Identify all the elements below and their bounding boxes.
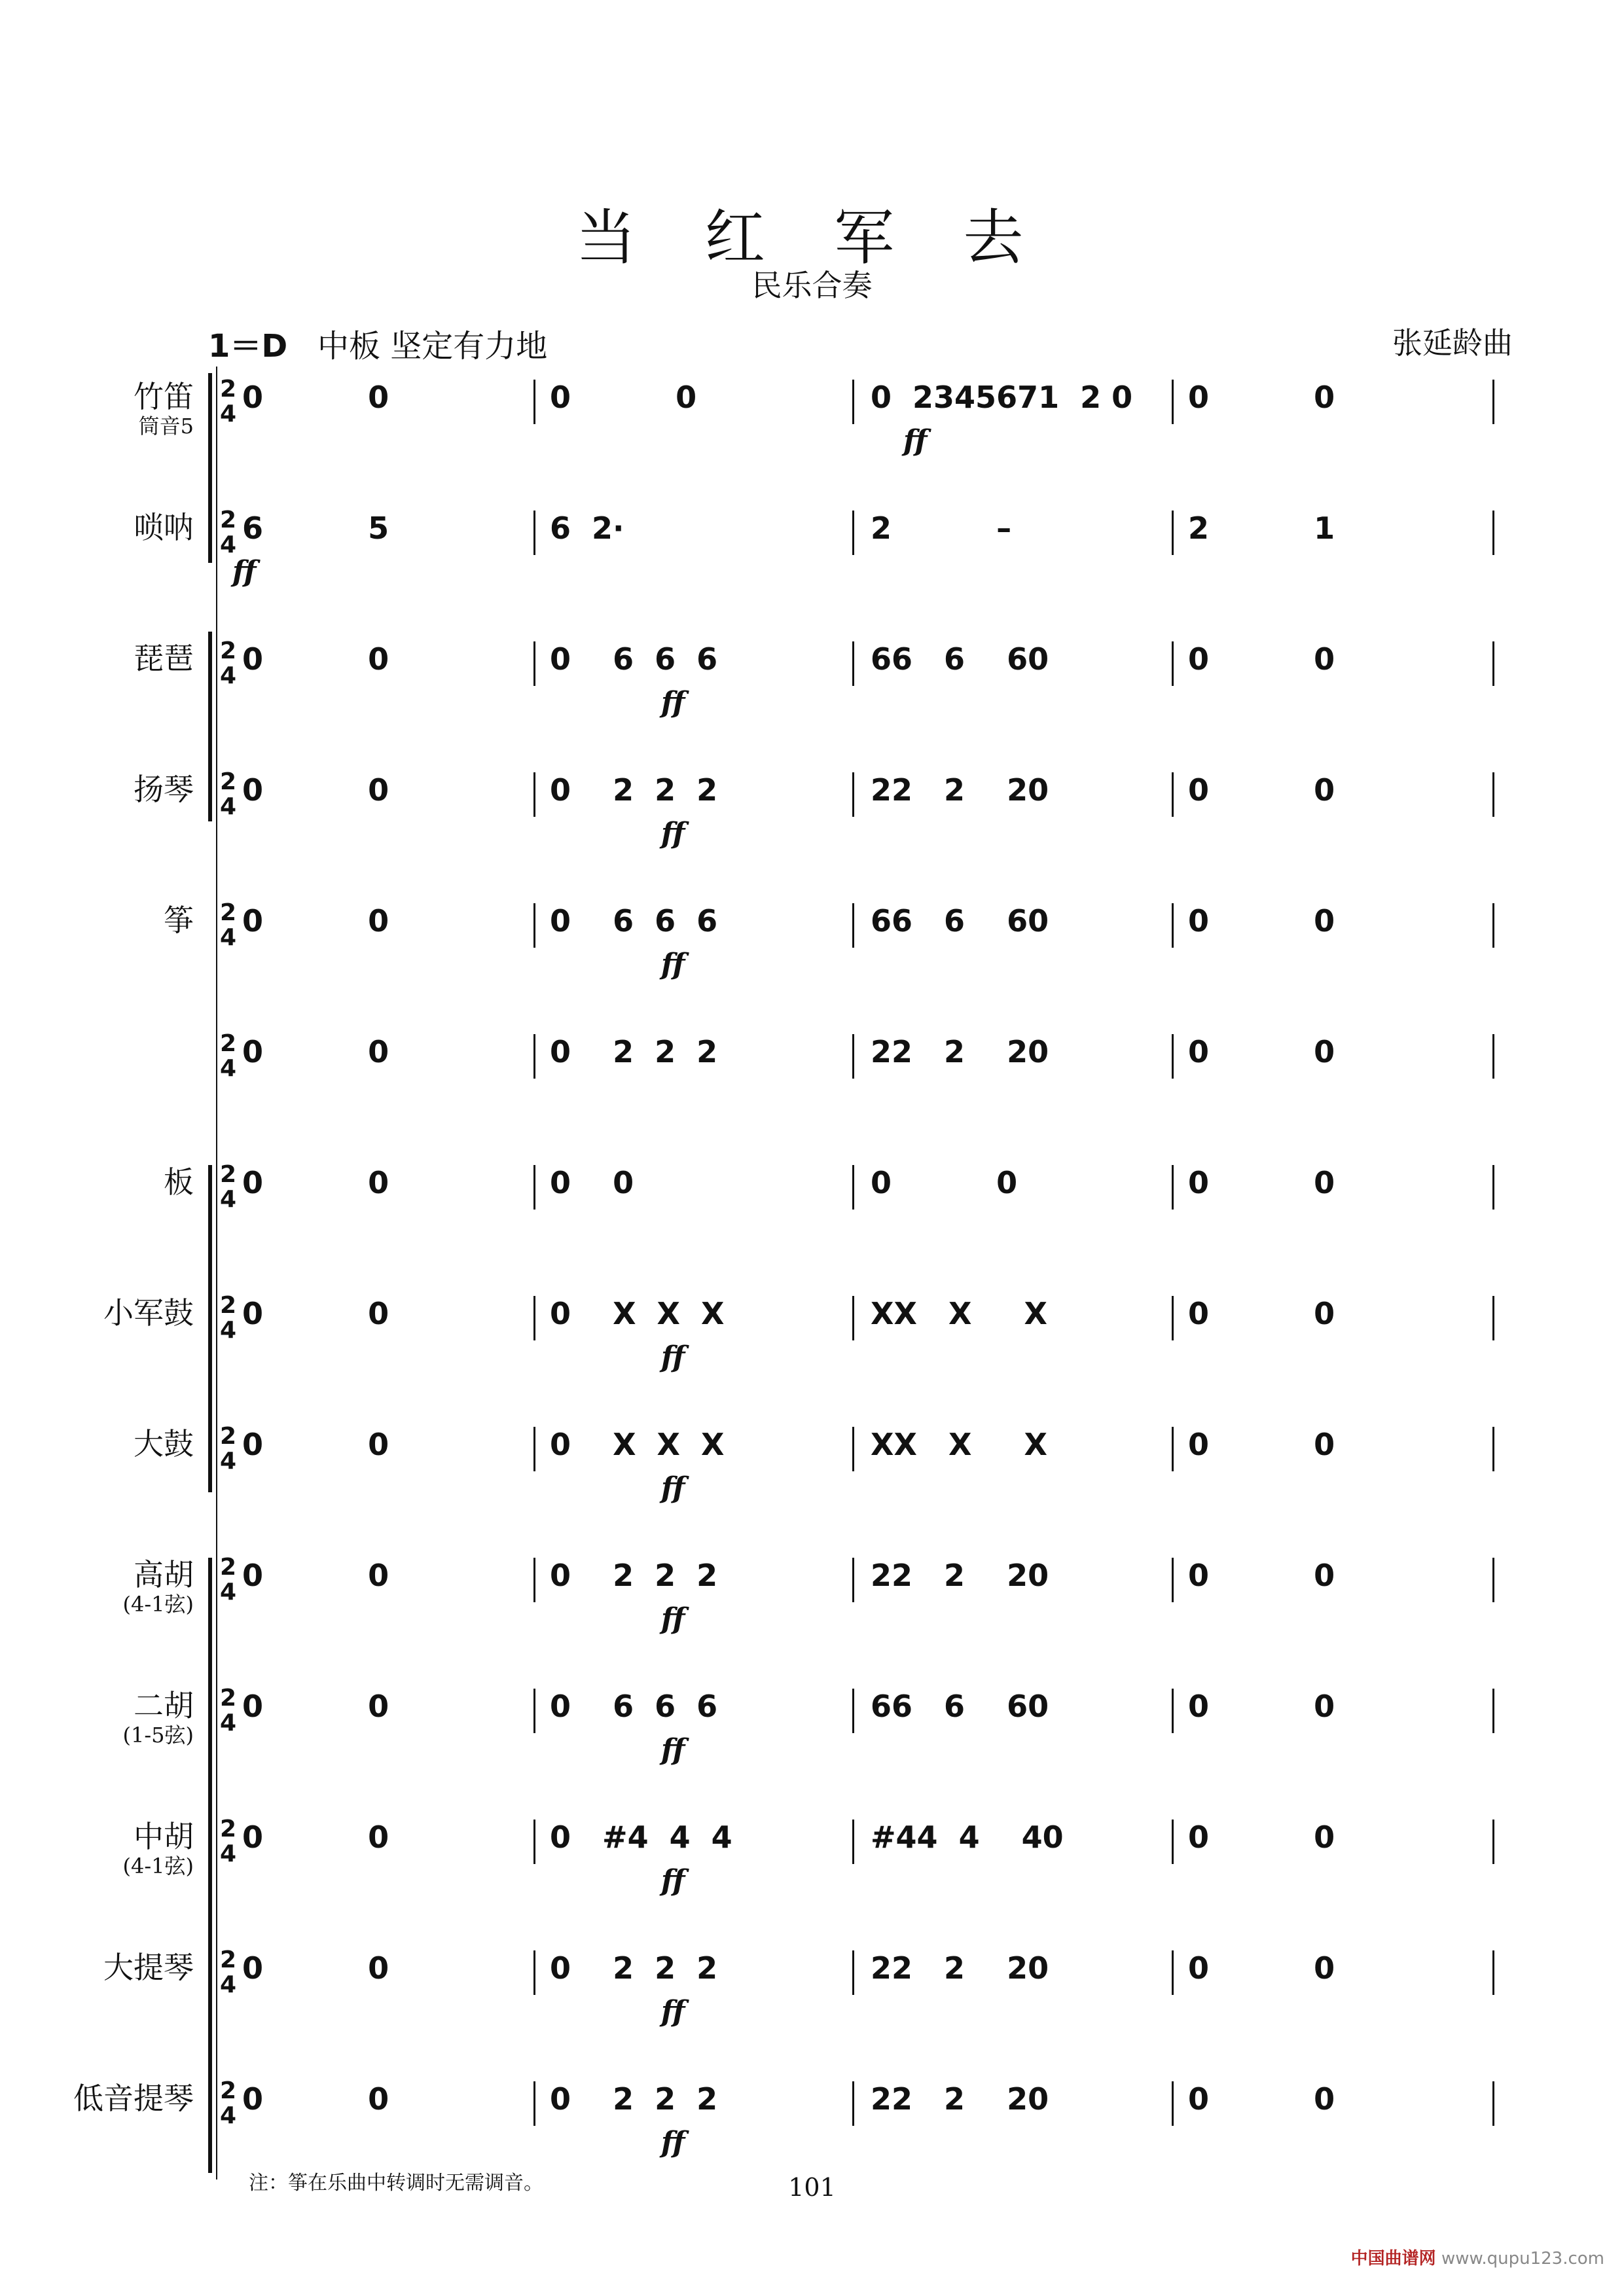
time-bottom: 4 bbox=[220, 401, 237, 427]
barline bbox=[1172, 641, 1174, 686]
staff-row bbox=[0, 2077, 1624, 2173]
time-signature bbox=[220, 1031, 236, 1081]
measure-2: 0 2 2 2 bbox=[550, 1950, 718, 1986]
tempo-marking: 中板 坚定有力地 bbox=[317, 328, 548, 365]
barline bbox=[1172, 2081, 1174, 2126]
time-signature bbox=[220, 1293, 236, 1343]
measure-3: XX X X bbox=[871, 1427, 1047, 1462]
time-signature bbox=[220, 1686, 236, 1736]
measure-3: 2 – bbox=[871, 511, 1012, 546]
measure-2: 0 6 6 6 bbox=[550, 903, 718, 939]
measure-2: 0 2 2 2 bbox=[550, 772, 718, 808]
barline bbox=[1492, 641, 1494, 686]
barline bbox=[1492, 1296, 1494, 1340]
logo-text: 中国曲谱网 bbox=[1350, 2249, 1436, 2269]
measure-1: 0 0 bbox=[242, 772, 389, 808]
measure-3: 0 0 bbox=[871, 1165, 1018, 1200]
time-signature bbox=[220, 1817, 236, 1867]
barline bbox=[533, 2081, 535, 2126]
staff-row bbox=[0, 1816, 1624, 1911]
barline bbox=[533, 1034, 535, 1079]
measure-2: 0 6 6 6 bbox=[550, 1689, 718, 1724]
measure-1: 0 0 bbox=[242, 2081, 389, 2117]
measure-4: 0 0 bbox=[1188, 772, 1335, 808]
barline bbox=[1172, 1034, 1174, 1079]
time-signature bbox=[220, 901, 236, 950]
time-top: 2 bbox=[220, 2077, 237, 2104]
time-top: 2 bbox=[220, 637, 237, 664]
measure-1: 0 0 bbox=[242, 1558, 389, 1593]
barline bbox=[852, 2081, 854, 2126]
instrument-label: 竹笛 bbox=[134, 379, 194, 414]
time-top: 2 bbox=[220, 376, 237, 403]
time-signature bbox=[220, 377, 236, 427]
measure-2: 0 0 bbox=[550, 1165, 634, 1200]
time-signature bbox=[220, 639, 236, 689]
instrument-name bbox=[134, 380, 194, 439]
barline bbox=[1492, 2081, 1494, 2126]
measure-2: 0 6 6 6 bbox=[550, 641, 718, 677]
barline bbox=[1172, 1689, 1174, 1733]
time-top: 2 bbox=[220, 1292, 237, 1319]
dynamic-marking: ff bbox=[661, 817, 685, 850]
time-bottom: 4 bbox=[220, 531, 237, 558]
logo-url: www.qupu123.com bbox=[1441, 2249, 1604, 2269]
instrument-label: 筝 bbox=[164, 903, 194, 938]
measure-1: 0 0 bbox=[242, 1034, 389, 1069]
instrument-note: (4-1弦) bbox=[122, 1591, 194, 1617]
time-top: 2 bbox=[220, 768, 237, 795]
time-signature bbox=[220, 1424, 236, 1474]
time-top: 2 bbox=[220, 1685, 237, 1712]
barline bbox=[533, 1427, 535, 1471]
barline bbox=[1172, 903, 1174, 948]
measure-1: 0 0 bbox=[242, 1689, 389, 1724]
barline bbox=[852, 1820, 854, 1864]
barline bbox=[852, 380, 854, 424]
dynamic-marking: ff bbox=[232, 555, 257, 588]
instrument-label: 唢呐 bbox=[134, 510, 194, 545]
measure-4: 0 0 bbox=[1188, 1820, 1335, 1855]
composer-credit: 张延龄曲 bbox=[1392, 325, 1513, 361]
measure-2: 6 2· bbox=[550, 511, 624, 546]
dynamic-marking: ff bbox=[661, 1602, 685, 1636]
barline bbox=[852, 903, 854, 948]
staff-row bbox=[0, 1685, 1624, 1780]
measure-4: 0 0 bbox=[1188, 380, 1335, 415]
barline bbox=[1172, 1820, 1174, 1864]
instrument-name bbox=[103, 1950, 194, 1985]
staff-row bbox=[0, 637, 1624, 733]
time-top: 2 bbox=[220, 1554, 237, 1581]
barline bbox=[533, 903, 535, 948]
measure-2: 0 #4 4 4 bbox=[550, 1820, 732, 1855]
time-bottom: 4 bbox=[220, 1840, 237, 1867]
measure-4: 0 0 bbox=[1188, 903, 1335, 939]
dynamic-marking: ff bbox=[903, 424, 928, 457]
measure-4: 0 0 bbox=[1188, 1296, 1335, 1331]
barline bbox=[852, 641, 854, 686]
barline bbox=[1492, 1820, 1494, 1864]
staff-row bbox=[0, 1030, 1624, 1126]
measure-2: 0 X X X bbox=[550, 1296, 725, 1331]
barline bbox=[852, 1427, 854, 1471]
instrument-note: (1-5弦) bbox=[122, 1722, 194, 1748]
barline bbox=[852, 1689, 854, 1733]
dynamic-marking: ff bbox=[661, 1340, 685, 1374]
time-bottom: 4 bbox=[220, 1055, 237, 1082]
measure-3: 66 6 60 bbox=[871, 641, 1049, 677]
time-top: 2 bbox=[220, 1946, 237, 1973]
time-top: 2 bbox=[220, 899, 237, 926]
barline bbox=[533, 772, 535, 817]
instrument-name bbox=[103, 1296, 194, 1331]
instrument-label: 二胡 bbox=[134, 1688, 194, 1723]
instrument-label: 琵琶 bbox=[134, 641, 194, 676]
barline bbox=[852, 1034, 854, 1079]
time-bottom: 4 bbox=[220, 1710, 237, 1736]
barline bbox=[533, 1558, 535, 1602]
measure-3: 22 2 20 bbox=[871, 1034, 1049, 1069]
measure-2: 0 2 2 2 bbox=[550, 2081, 718, 2117]
barline bbox=[852, 511, 854, 555]
measure-1: 0 0 bbox=[242, 380, 389, 415]
instrument-name bbox=[134, 772, 194, 807]
barline bbox=[1492, 380, 1494, 424]
measure-3: 22 2 20 bbox=[871, 2081, 1049, 2117]
time-bottom: 4 bbox=[220, 662, 237, 689]
time-top: 2 bbox=[220, 1161, 237, 1188]
measure-3: 22 2 20 bbox=[871, 1558, 1049, 1593]
barline bbox=[1492, 1034, 1494, 1079]
barline bbox=[852, 1558, 854, 1602]
measure-4: 2 1 bbox=[1188, 511, 1335, 546]
instrument-name bbox=[164, 1165, 194, 1200]
barline bbox=[1172, 772, 1174, 817]
instrument-name bbox=[73, 2081, 194, 2116]
measure-1: 0 0 bbox=[242, 641, 389, 677]
barline bbox=[533, 641, 535, 686]
barline bbox=[533, 1689, 535, 1733]
barline bbox=[1172, 1296, 1174, 1340]
dynamic-marking: ff bbox=[661, 1733, 685, 1767]
instrument-label: 小军鼓 bbox=[103, 1295, 194, 1331]
site-logo bbox=[1351, 2245, 1604, 2269]
barline bbox=[852, 772, 854, 817]
measure-3: XX X X bbox=[871, 1296, 1047, 1331]
barline bbox=[1172, 380, 1174, 424]
dynamic-marking: ff bbox=[661, 2126, 685, 2159]
measure-2: 0 2 2 2 bbox=[550, 1558, 718, 1593]
barline bbox=[533, 1950, 535, 1995]
dynamic-marking: ff bbox=[661, 1471, 685, 1505]
measure-1: 0 0 bbox=[242, 1820, 389, 1855]
barline bbox=[533, 1165, 535, 1210]
measure-1: 6 5 bbox=[242, 511, 389, 546]
measure-3: #44 4 40 bbox=[871, 1820, 1064, 1855]
time-top: 2 bbox=[220, 1030, 237, 1057]
score-subtitle: 民乐合奏 bbox=[751, 268, 873, 303]
measure-4: 0 0 bbox=[1188, 641, 1335, 677]
measure-1: 0 0 bbox=[242, 903, 389, 939]
instrument-name bbox=[134, 641, 194, 676]
instrument-label: 高胡 bbox=[134, 1557, 194, 1592]
page-number: 101 bbox=[788, 2173, 836, 2202]
dynamic-marking: ff bbox=[661, 1864, 685, 1897]
time-signature bbox=[220, 2079, 236, 2128]
time-bottom: 4 bbox=[220, 793, 237, 820]
time-signature bbox=[220, 1162, 236, 1212]
staff-row bbox=[0, 899, 1624, 995]
time-top: 2 bbox=[220, 1816, 237, 1842]
staff-row bbox=[0, 1423, 1624, 1518]
instrument-label: 大提琴 bbox=[103, 1950, 194, 1985]
instrument-label: 低音提琴 bbox=[73, 2081, 194, 2116]
barline bbox=[1172, 1558, 1174, 1602]
measure-4: 0 0 bbox=[1188, 2081, 1335, 2117]
staff-row bbox=[0, 507, 1624, 602]
measure-2: 0 2 2 2 bbox=[550, 1034, 718, 1069]
key-signature: 1＝D bbox=[208, 328, 288, 365]
barline bbox=[1172, 1427, 1174, 1471]
barline bbox=[533, 380, 535, 424]
staff-row bbox=[0, 1161, 1624, 1257]
time-bottom: 4 bbox=[220, 1448, 237, 1475]
instrument-label: 大鼓 bbox=[134, 1426, 194, 1462]
instrument-name bbox=[134, 1427, 194, 1462]
barline bbox=[1492, 1558, 1494, 1602]
staff-row bbox=[0, 768, 1624, 864]
measure-3: 66 6 60 bbox=[871, 1689, 1049, 1724]
measure-1: 0 0 bbox=[242, 1427, 389, 1462]
barline bbox=[1492, 903, 1494, 948]
time-signature bbox=[220, 508, 236, 558]
measure-4: 0 0 bbox=[1188, 1427, 1335, 1462]
measure-2: 0 0 bbox=[550, 380, 697, 415]
score-title: 当 红 军 去 bbox=[575, 203, 1049, 273]
time-bottom: 4 bbox=[220, 1579, 237, 1605]
measure-4: 0 0 bbox=[1188, 1034, 1335, 1069]
measure-3: 22 2 20 bbox=[871, 772, 1049, 808]
measure-3: 0 2345671 2 0 bbox=[871, 380, 1133, 415]
time-bottom: 4 bbox=[220, 924, 237, 951]
dynamic-marking: ff bbox=[661, 686, 685, 719]
time-signature bbox=[220, 1555, 236, 1605]
barline bbox=[1492, 1950, 1494, 1995]
barline bbox=[1492, 1165, 1494, 1210]
barline bbox=[1172, 511, 1174, 555]
measure-1: 0 0 bbox=[242, 1296, 389, 1331]
time-bottom: 4 bbox=[220, 1317, 237, 1344]
instrument-name bbox=[122, 1820, 194, 1878]
instrument-name bbox=[164, 903, 194, 938]
barline bbox=[1172, 1165, 1174, 1210]
measure-2: 0 X X X bbox=[550, 1427, 725, 1462]
measure-3: 22 2 20 bbox=[871, 1950, 1049, 1986]
staff-row bbox=[0, 1554, 1624, 1649]
measure-3: 66 6 60 bbox=[871, 903, 1049, 939]
barline bbox=[533, 1820, 535, 1864]
barline bbox=[852, 1296, 854, 1340]
barline bbox=[1172, 1950, 1174, 1995]
footnote: 注：筝在乐曲中转调时无需调音。 bbox=[249, 2172, 543, 2195]
barline bbox=[1492, 1689, 1494, 1733]
time-bottom: 4 bbox=[220, 1971, 237, 1998]
dynamic-marking: ff bbox=[661, 948, 685, 981]
barline bbox=[533, 511, 535, 555]
instrument-note: (4-1弦) bbox=[122, 1853, 194, 1878]
measure-4: 0 0 bbox=[1188, 1689, 1335, 1724]
time-bottom: 4 bbox=[220, 1186, 237, 1213]
measure-4: 0 0 bbox=[1188, 1558, 1335, 1593]
time-bottom: 4 bbox=[220, 2102, 237, 2129]
measure-1: 0 0 bbox=[242, 1950, 389, 1986]
barline bbox=[1492, 511, 1494, 555]
instrument-label: 板 bbox=[164, 1164, 194, 1200]
time-signature bbox=[220, 770, 236, 819]
instrument-name bbox=[134, 511, 194, 545]
time-top: 2 bbox=[220, 1423, 237, 1450]
staff-row bbox=[0, 1292, 1624, 1388]
measure-1: 0 0 bbox=[242, 1165, 389, 1200]
instrument-name bbox=[122, 1689, 194, 1748]
instrument-label: 中胡 bbox=[134, 1819, 194, 1854]
instrument-name bbox=[122, 1558, 194, 1617]
barline bbox=[852, 1165, 854, 1210]
staff-row bbox=[0, 1946, 1624, 2042]
barline bbox=[1492, 1427, 1494, 1471]
time-top: 2 bbox=[220, 507, 237, 533]
barline bbox=[852, 1950, 854, 1995]
time-signature bbox=[220, 1948, 236, 1998]
staff-row bbox=[0, 376, 1624, 471]
dynamic-marking: ff bbox=[661, 1995, 685, 2028]
barline bbox=[533, 1296, 535, 1340]
barline bbox=[1492, 772, 1494, 817]
instrument-label: 扬琴 bbox=[134, 772, 194, 807]
instrument-note: 筒音5 bbox=[138, 413, 194, 439]
key-and-tempo bbox=[208, 321, 547, 366]
measure-4: 0 0 bbox=[1188, 1950, 1335, 1986]
measure-4: 0 0 bbox=[1188, 1165, 1335, 1200]
